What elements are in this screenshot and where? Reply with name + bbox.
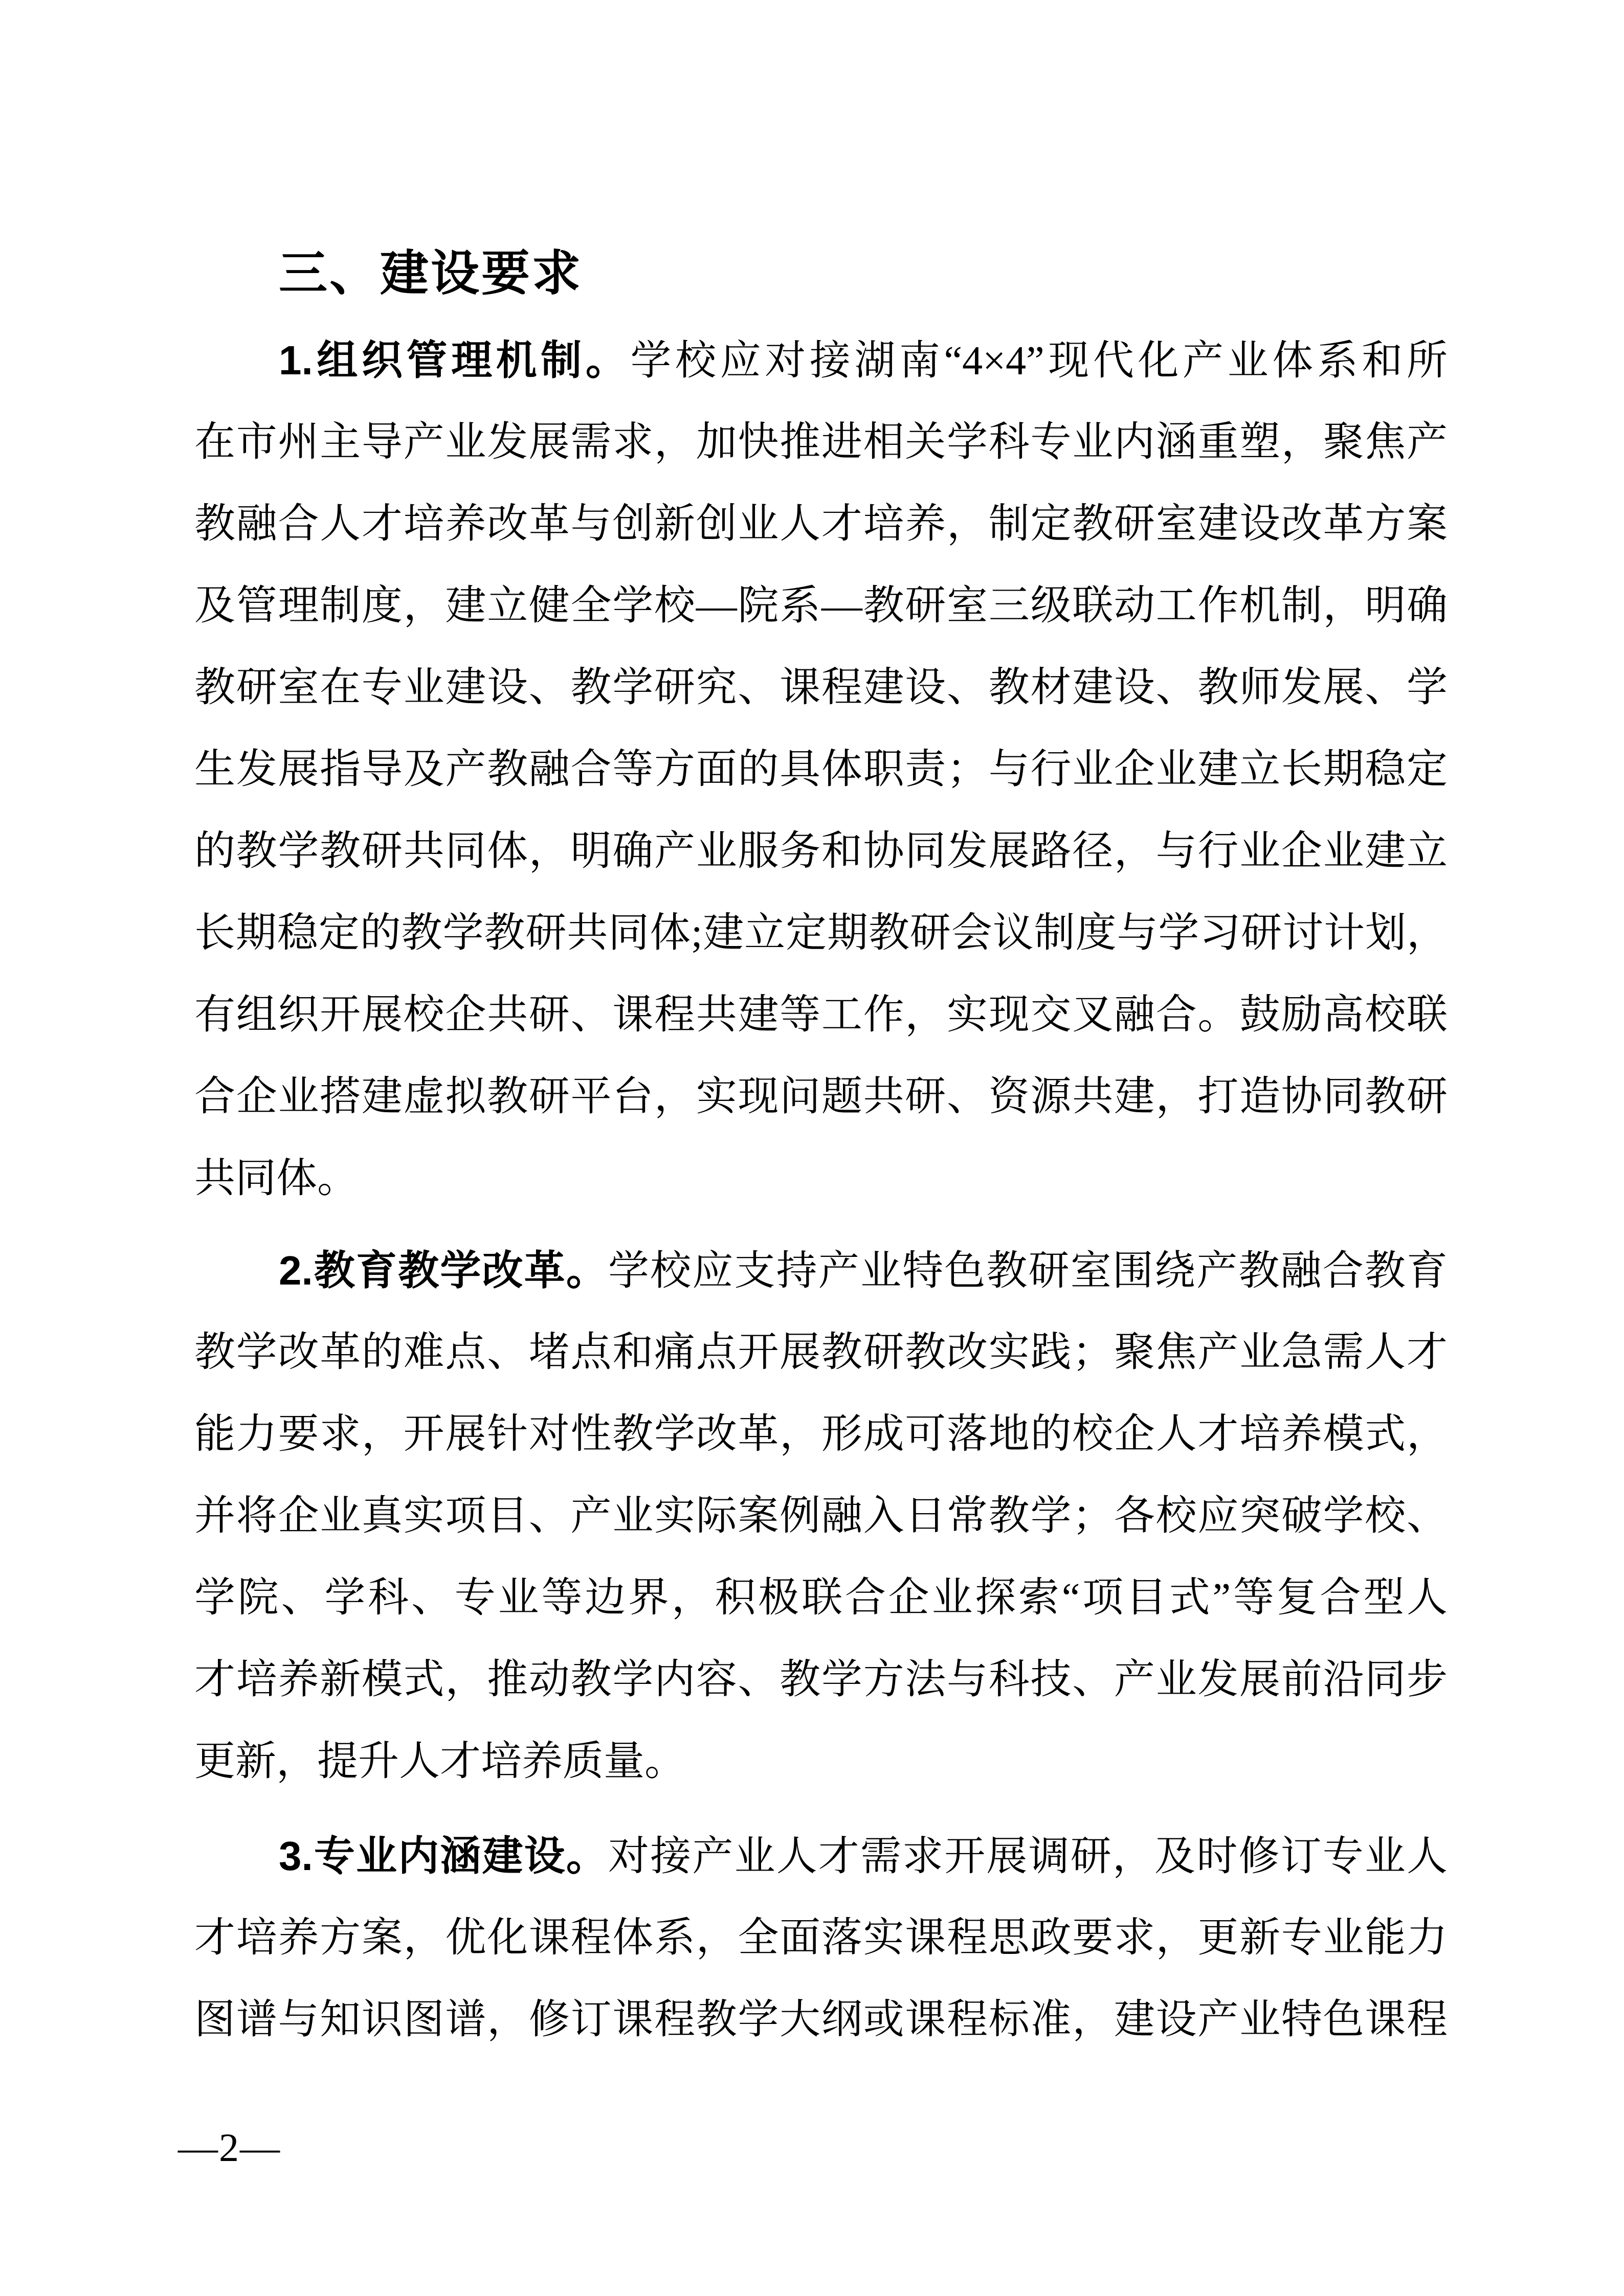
text-run: 对接产业人才需求开展调研，及时修订专业人 <box>608 1834 1448 1879</box>
text-line <box>194 1815 1448 1897</box>
text-line <box>194 320 1448 401</box>
paragraph-2-lead: 2.教育教学改革。 <box>279 1248 608 1293</box>
text-line: 有组织开展校企共研、课程共建等工作，实现交叉融合。鼓励高校联 <box>194 993 1448 1038</box>
text-line: 共同体。 <box>194 1156 358 1201</box>
paragraph-1-lead: 1.组织管理机制。 <box>279 337 631 383</box>
text-line: 在市州主导产业发展需求，加快推进相关学科专业内涵重塑，聚焦产 <box>194 420 1448 465</box>
paragraph-3-lead: 3.专业内涵建设。 <box>279 1833 608 1879</box>
text-line: 教研室在专业建设、教学研究、课程建设、教材建设、教师发展、学 <box>194 665 1448 710</box>
text-line: 才培养方案，优化课程体系，全面落实课程思政要求，更新专业能力 <box>194 1916 1448 1961</box>
text-line: 合企业搭建虚拟教研平台，实现问题共研、资源共建，打造协同教研 <box>194 1074 1448 1119</box>
text-line: 更新，提升人才培养质量。 <box>194 1739 685 1784</box>
text-line <box>194 1230 1448 1312</box>
document-body <box>194 240 1448 2061</box>
text-run: 学校应对接湖南“4×4”现代化产业体系和所 <box>630 339 1448 384</box>
paragraph-1 <box>194 320 1448 1220</box>
text-line: 生发展指导及产教融合等方面的具体职责；与行业企业建立长期稳定 <box>194 747 1448 792</box>
text-line: 才培养新模式，推动教学内容、教学方法与科技、产业发展前沿同步 <box>194 1657 1448 1702</box>
text-line: 学院、学科、专业等边界，积极联合企业探索“项目式”等复合型人 <box>194 1575 1448 1620</box>
paragraph-3 <box>194 1815 1448 2061</box>
paragraph-2 <box>194 1230 1448 1803</box>
text-run: 学校应支持产业特色教研室围绕产教融合教育 <box>608 1249 1448 1294</box>
text-line: 并将企业真实项目、产业实际案例融入日常教学；各校应突破学校、 <box>194 1494 1448 1539</box>
text-line: 及管理制度，建立健全学校—院系—教研室三级联动工作机制，明确 <box>194 583 1448 628</box>
text-line: 长期稳定的教学教研共同体;建立定期教研会议制度与学习研讨计划， <box>194 911 1448 956</box>
text-line: 教融合人才培养改革与创新创业人才培养，制定教研室建设改革方案 <box>194 502 1448 547</box>
text-line: 教学改革的难点、堵点和痛点开展教研教改实践；聚焦产业急需人才 <box>194 1330 1448 1375</box>
section-heading: 三、建设要求 <box>279 246 583 301</box>
page-number: —2— <box>178 2125 281 2170</box>
text-line: 能力要求，开展针对性教学改革，形成可落地的校企人才培养模式， <box>194 1412 1448 1457</box>
text-line: 的教学教研共同体，明确产业服务和协同发展路径，与行业企业建立 <box>194 829 1448 874</box>
text-line: 图谱与知识图谱，修订课程教学大纲或课程标准，建设产业特色课程 <box>194 1997 1448 2042</box>
